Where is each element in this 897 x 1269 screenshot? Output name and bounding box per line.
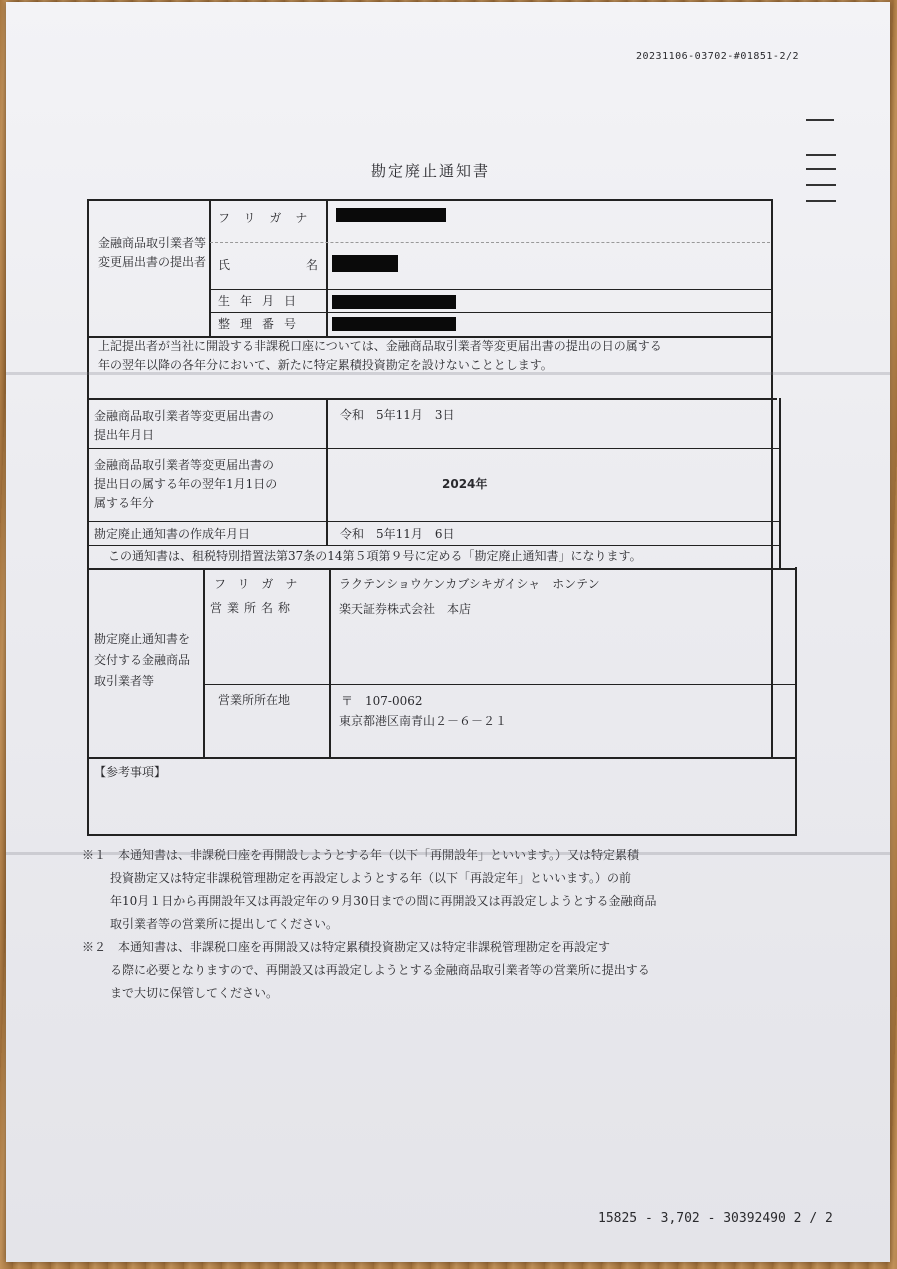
edge-mark	[806, 200, 836, 202]
branch-address-label: 営業所所在地	[218, 693, 291, 707]
target-year-label-1: 金融商品取引業者等変更届出書の	[94, 458, 275, 472]
name-label-2: 名	[306, 258, 319, 272]
table-rule	[87, 545, 781, 546]
table-rule	[87, 568, 797, 570]
table-rule	[87, 521, 779, 522]
table-border	[771, 199, 773, 759]
issuer-name-value: 楽天証券株式会社 本店	[339, 602, 472, 616]
paper-fold	[6, 852, 890, 855]
statement-line-1: 上記提出者が当社に開設する非課税口座については、金融商品取引業者等変更届出書の提出の日の属する	[98, 339, 662, 353]
table-rule	[210, 289, 771, 290]
table-rule	[210, 312, 771, 313]
creation-date-value: 令和 5年11月 6日	[340, 527, 455, 541]
edge-mark	[806, 168, 836, 170]
table-rule	[779, 398, 781, 568]
furigana-label: フリガナ	[218, 211, 322, 225]
table-rule	[326, 199, 328, 337]
target-year-label-2: 提出日の属する年の翌年1月1日の	[94, 477, 278, 491]
submission-date-label-1: 金融商品取引業者等変更届出書の	[94, 409, 275, 423]
branch-name-label: 営業所名称	[210, 601, 296, 615]
edge-mark	[806, 119, 834, 121]
table-rule	[87, 448, 779, 449]
table-rule	[203, 568, 205, 758]
birthdate-label: 生年月日	[218, 294, 307, 308]
reference-number-label: 整理番号	[218, 317, 307, 331]
edge-mark	[806, 184, 836, 186]
redacted-name	[332, 255, 398, 272]
footnote-1-line-4: 取引業者等の営業所に提出してください。	[110, 917, 339, 931]
statement-line-2: 年の翌年以降の各年分において、新たに特定累積投資勘定を設けないこととします。	[98, 358, 553, 372]
table-border	[87, 834, 797, 836]
name-label-1: 氏	[218, 258, 231, 272]
footnote-2-line-2: る際に必要となりますので、再開設又は再設定しようとする金融商品取引業者等の営業所に提出する	[110, 963, 650, 977]
document-code: 20231106-03702-#01851-2/2	[636, 51, 800, 62]
redacted-reference-number	[332, 317, 456, 331]
page-footer-code: 15825 - 3,702 - 30392490 2 / 2	[598, 1211, 833, 1226]
dotted-rule	[210, 242, 770, 243]
submitter-section-label: 金融商品取引業者等変更届出書の提出者	[98, 236, 207, 269]
creation-date-label: 勘定廃止通知書の作成年月日	[94, 527, 251, 541]
table-rule	[87, 757, 797, 759]
target-year-label-3: 属する年分	[94, 496, 155, 510]
issuer-furigana-label: フリガナ	[214, 577, 310, 591]
legal-basis-text: この通知書は、租税特別措置法第37条の14第５項第９号に定める「勘定廃止通知書」になります。	[108, 549, 642, 563]
target-year-value: 2024年	[442, 477, 488, 491]
table-rule	[209, 199, 211, 337]
table-rule	[329, 568, 331, 758]
address-value: 東京都港区南青山２－６－２１	[339, 714, 508, 728]
table-border	[795, 567, 797, 835]
footnote-2-line-3: まで大切に保管してください。	[110, 986, 279, 1000]
postal-code: 〒 107-0062	[341, 694, 423, 708]
table-border	[87, 199, 771, 201]
submission-date-value: 令和 5年11月 3日	[340, 408, 455, 422]
document-paper	[6, 2, 890, 1262]
footnote-1-line-3: 年10月１日から再開設年又は再設定年の９月30日までの間に再開設又は再設定しようとする金融商品	[110, 894, 657, 908]
footnote-2-line-1: ※２ 本通知書は、非課税口座を再開設又は特定累積投資勘定又は特定非課税管理勘定を再設定す	[82, 940, 611, 954]
redacted-furigana	[336, 208, 446, 222]
document-title: 勘定廃止通知書	[371, 162, 491, 180]
footnote-1-line-1: ※１ 本通知書は、非課税口座を再開設しようとする年（以下「再開設年」といいます。）又は特定累積	[82, 848, 640, 862]
footnote-1-line-2: 投資勘定又は特定非課税管理勘定を再設定しようとする年（以下「再設定年」といいます。）の前	[110, 871, 632, 885]
table-border	[87, 199, 89, 835]
table-rule	[203, 684, 796, 685]
submission-date-label-2: 提出年月日	[94, 428, 155, 442]
paper-fold	[6, 372, 890, 375]
reference-notes-label: 【参考事項】	[94, 765, 167, 779]
issuer-section-label: 勘定廃止通知書を交付する金融商品取引業者等	[94, 632, 191, 688]
redacted-birthdate	[332, 295, 456, 309]
edge-mark	[806, 154, 836, 156]
table-rule	[87, 398, 777, 400]
issuer-furigana-value: ラクテンショウケンカブシキガイシャ ホンテン	[339, 577, 600, 591]
table-rule	[326, 398, 328, 546]
